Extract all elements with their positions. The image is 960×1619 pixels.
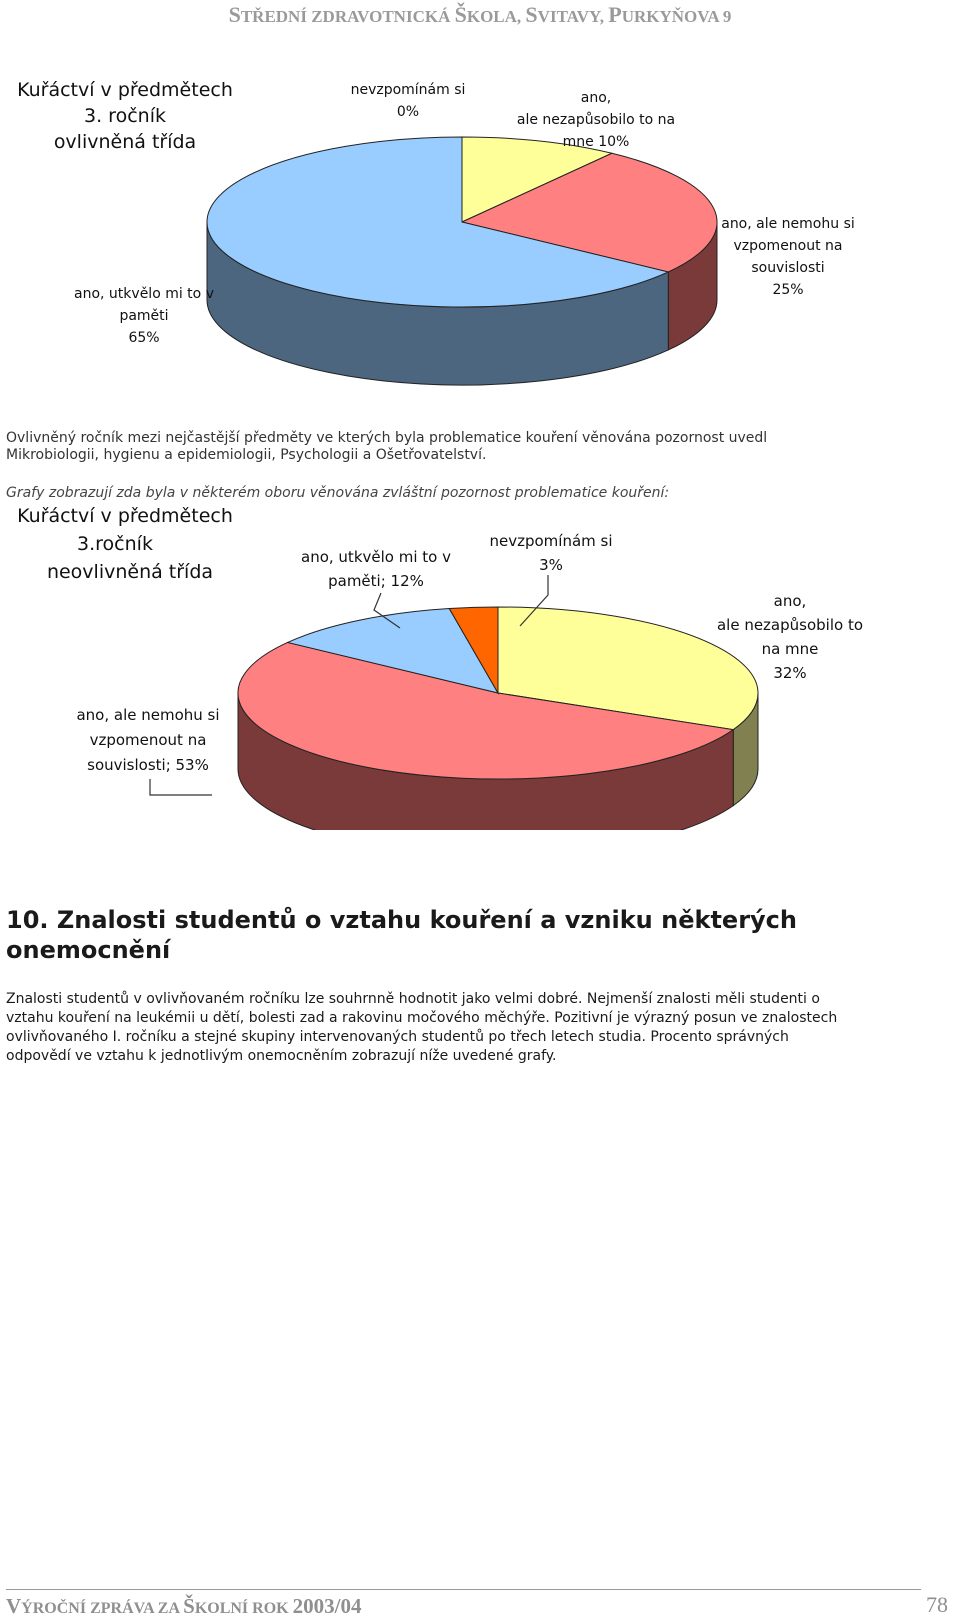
- slice-label-nezapusobilo: ano,: [580, 90, 612, 106]
- header-part: Š: [454, 2, 467, 27]
- footer-part: KOLNÍ ROK: [194, 1600, 293, 1617]
- pie-slices: [207, 137, 717, 385]
- section-heading-line: onemocnění: [6, 936, 171, 964]
- slice-label-nevzpominam: 0%: [396, 104, 420, 120]
- slice-label-utkvelo: paměti; 12%: [328, 572, 424, 590]
- footer-part: Š: [183, 1594, 195, 1618]
- slice-label-nemohu: souvislosti: [751, 260, 825, 276]
- paragraph-line: Mikrobiologii, hygienu a epidemiologii, Psychologii a Ošetřovatelství.: [6, 447, 487, 463]
- page-number: 78: [926, 1592, 948, 1617]
- slice-label-nevzpominam: nevzpomínám si: [350, 82, 466, 98]
- header-part: TŘEDNÍ ZDRAVOTNICKÁ: [240, 7, 455, 26]
- header-part: S: [525, 2, 538, 27]
- section-body-line: Znalosti studentů v ovlivňovaném ročníku lze souhrnně hodnotit jako velmi dobré. Nejmenší znalosti měli studenti o: [6, 991, 820, 1007]
- slice-label-nemohu: souvislosti; 53%: [87, 756, 209, 774]
- page-header: [0, 2, 960, 28]
- header-part: VITAVY,: [537, 7, 609, 26]
- header-part: S: [228, 2, 241, 27]
- slice-label-nezapusobilo: na mne: [761, 640, 819, 658]
- section-body-line: ovlivňovaného I. ročníku a stejné skupiny intervenovaných studentů po třech letech studia. Procento správných: [6, 1029, 789, 1045]
- footer-part: 2003/04: [292, 1594, 362, 1618]
- slice-label-utkvelo: 65%: [128, 330, 160, 346]
- chart-title-line: Kuřáctví v předmětech: [17, 505, 233, 527]
- section-heading-line: 10. Znalosti studentů o vztahu kouření a vzniku některých: [6, 906, 797, 934]
- slice-label-utkvelo: paměti: [119, 308, 169, 324]
- footer-part: V: [6, 1594, 22, 1618]
- section-body-line: vztahu kouření na leukémii u dětí, bolesti zad a rakovinu močového měchýře. Pozitivní je výrazný posun ve znalostech: [6, 1010, 838, 1026]
- pie-chart-influenced-class: [0, 70, 960, 400]
- slice-label-nemohu: vzpomenout na: [733, 238, 843, 254]
- pie-chart-uninfluenced-class: [0, 500, 960, 830]
- chart-title-line: ovlivněná třída: [53, 131, 197, 153]
- slice-label-nezapusobilo: ale nezapůsobilo to na: [516, 112, 676, 128]
- slice-label-nemohu: ano, ale nemohu si: [721, 216, 855, 232]
- slice-label-nevzpominam: nevzpomínám si: [489, 532, 613, 550]
- section-heading: [6, 905, 946, 965]
- chart-title-line: 3.ročník: [77, 533, 153, 555]
- slice-label-nezapusobilo: 32%: [773, 664, 807, 682]
- footer-title: [6, 1594, 361, 1619]
- header-part: URKYŇOVA 9: [621, 7, 732, 26]
- footer-part: ÝROČNÍ ZPRÁVA ZA: [21, 1600, 184, 1617]
- slice-label-nezapusobilo: mne 10%: [562, 134, 630, 150]
- chart-title-line: neovlivněná třída: [46, 561, 214, 583]
- slice-label-nemohu: 25%: [772, 282, 804, 298]
- section-body: [6, 990, 951, 1066]
- paragraph-line: Ovlivněný ročník mezi nejčastější předměty ve kterých byla problematice kouření věnována pozornost uvedl: [6, 430, 768, 446]
- pie-slices: [238, 607, 758, 830]
- chart-title-line: Kuřáctví v předmětech: [17, 79, 233, 101]
- slice-label-nemohu: ano, ale nemohu si: [76, 706, 220, 724]
- header-part: KOLA,: [466, 7, 526, 26]
- header-part: P: [608, 2, 622, 27]
- paragraph-charts-intro: Grafy zobrazují zda byla v některém oboru věnována zvláštní pozornost problematice kouření:: [6, 485, 670, 501]
- slice-label-nemohu: vzpomenout na: [89, 731, 207, 749]
- slice-label-utkvelo: ano, utkvělo mi to v: [74, 286, 214, 302]
- section-body-line: odpovědí ve vztahu k jednotlivým onemocněním zobrazují níže uvedené grafy.: [6, 1048, 557, 1064]
- footer-divider: [6, 1589, 921, 1590]
- slice-label-utkvelo: ano, utkvělo mi to v: [301, 548, 451, 566]
- slice-label-nevzpominam: 3%: [539, 556, 563, 574]
- chart-title-line: 3. ročník: [84, 105, 166, 127]
- slice-label-nezapusobilo: ano,: [773, 592, 807, 610]
- slice-label-nezapusobilo: ale nezapůsobilo to: [716, 616, 864, 634]
- paragraph-influenced-subjects: [6, 430, 951, 464]
